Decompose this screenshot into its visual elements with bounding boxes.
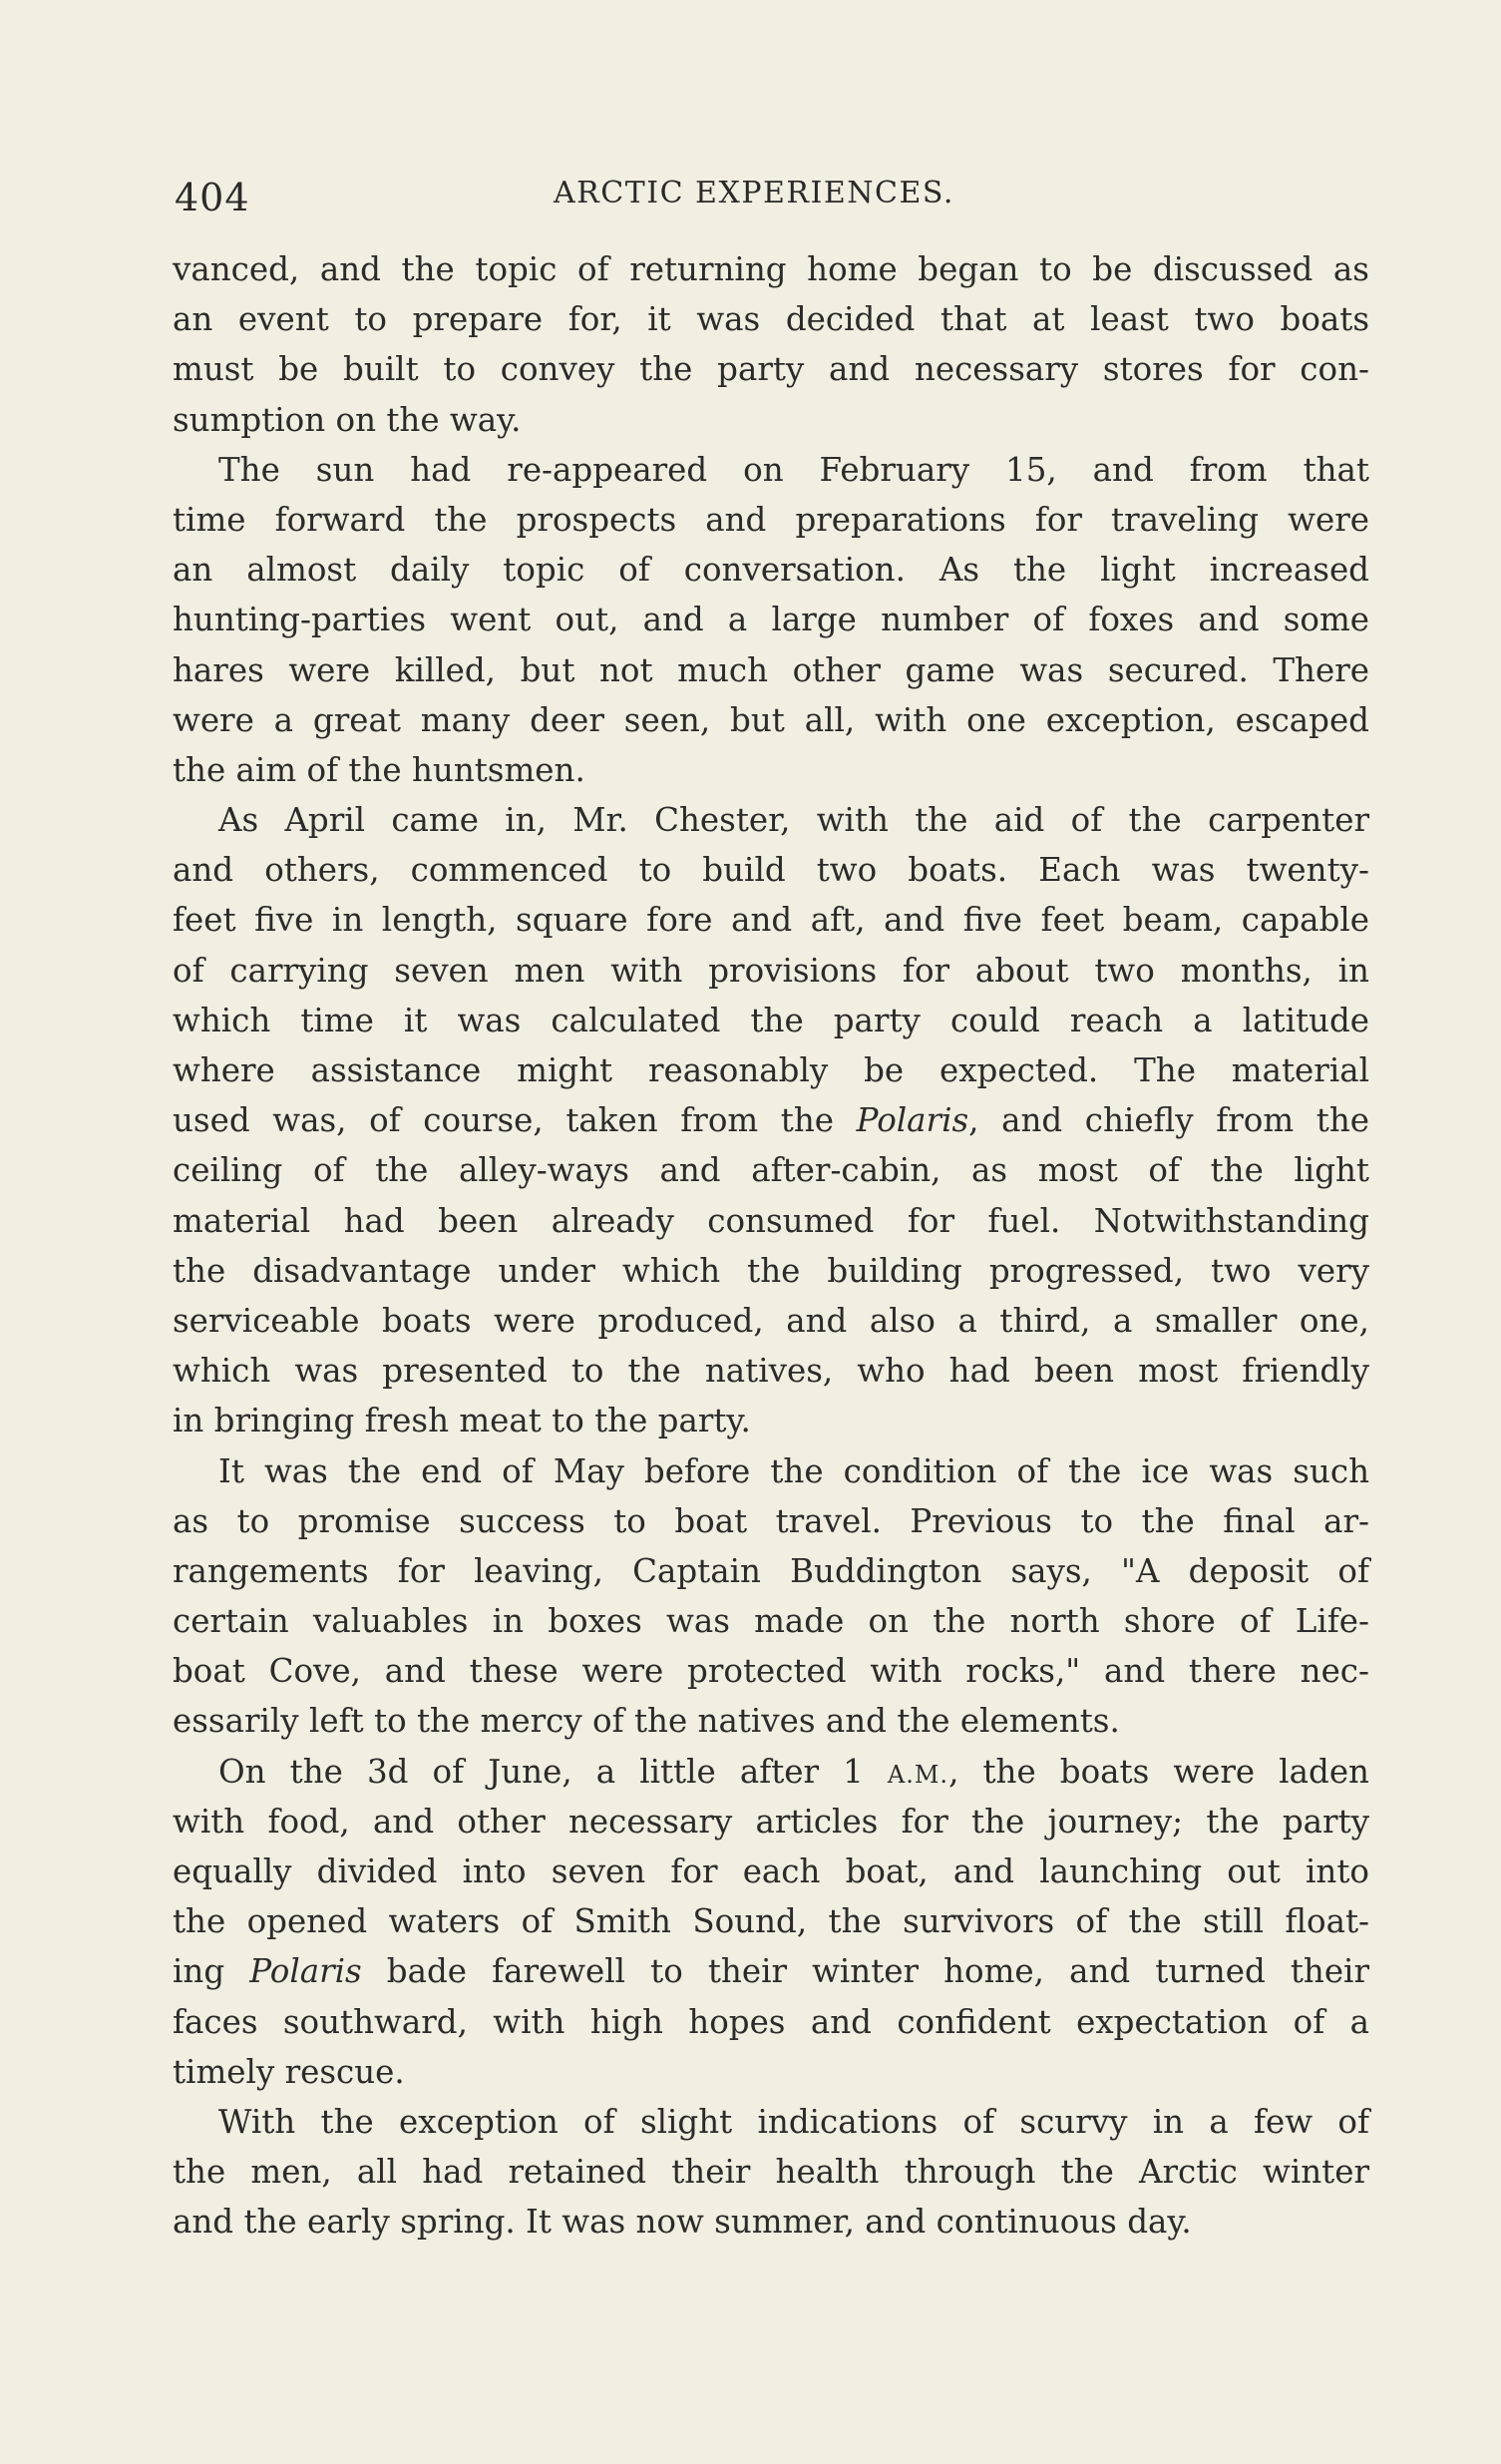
text-line: As April came in, Mr. Chester, with the aid of the carpenter: [218, 801, 1369, 840]
text-segment: bade farewell to their winter home, and turned their: [361, 1952, 1369, 1991]
text-line: with food, and other necessary articles for the journey; the party: [173, 1802, 1369, 1841]
text-line: serviceable boats were produced, and also a third, a smaller one,: [173, 1301, 1369, 1340]
text-line: as to promise success to boat travel. Previous to the final ar-: [173, 1501, 1369, 1540]
text-line: faces southward, with high hopes and confident expectation of a: [173, 2002, 1369, 2041]
running-head: ARCTIC EXPERIENCES.: [554, 176, 954, 210]
text-line: [173, 1747, 1369, 1797]
text-line: in bringing fresh meat to the party.: [173, 1402, 751, 1440]
text-line: material had been already consumed for fuel. Notwithstanding: [173, 1201, 1369, 1240]
page-header: [175, 168, 1361, 227]
body-text: [173, 244, 1369, 2248]
text-line: of carrying seven men with provisions for about two months, in: [173, 951, 1369, 990]
ship-name-italic: Polaris: [249, 1952, 362, 1991]
text-line: and the early spring. It was now summer, and continuous day.: [173, 2203, 1192, 2242]
text-line: the aim of the huntsmen.: [173, 750, 585, 789]
text-line: boat Cove, and these were protected with rocks," and there nec-: [173, 1652, 1369, 1691]
text-line: rangements for leaving, Captain Buddington says, "A deposit of: [173, 1551, 1369, 1590]
text-segment: , the boats were laden: [948, 1752, 1369, 1791]
text-segment: On the 3d of June, a little after 1: [218, 1752, 888, 1791]
text-line: and others, commenced to build two boats. Each was twenty-: [173, 851, 1369, 890]
text-line: an event to prepare for, it was decided that at least two boats: [173, 300, 1369, 339]
text-line: With the exception of slight indications of scurvy in a few of: [218, 2102, 1369, 2141]
text-line: equally divided into seven for each boat, and launching out into: [173, 1852, 1369, 1890]
text-segment: used was, of course, taken from the: [173, 1101, 857, 1140]
ship-name-italic: Polaris: [856, 1101, 969, 1140]
text-line: must be built to convey the party and necessary stores for con-: [173, 350, 1369, 389]
text-line: were a great many deer seen, but all, with one exception, escaped: [173, 700, 1369, 739]
text-line: the opened waters of Smith Sound, the survivors of the still float-: [173, 1902, 1369, 1941]
text-line: certain valuables in boxes was made on the north shore of Life-: [173, 1602, 1369, 1641]
text-line: timely rescue.: [173, 2052, 405, 2091]
text-line: the disadvantage under which the building progressed, two very: [173, 1251, 1369, 1290]
text-line: feet five in length, square fore and aft, and five feet beam, capable: [173, 901, 1369, 940]
text-line: ceiling of the alley-ways and after-cabin, as most of the light: [173, 1151, 1369, 1190]
small-caps-am: A.M.: [887, 1760, 949, 1789]
text-line: time forward the prospects and preparations for traveling were: [173, 500, 1369, 539]
text-line: essarily left to the mercy of the natives and the elements.: [173, 1702, 1120, 1741]
text-line: sumption on the way.: [173, 400, 522, 439]
text-line: an almost daily topic of conversation. As the light increased: [173, 551, 1369, 590]
page-number: 404: [175, 176, 250, 219]
text-line: [173, 1095, 1369, 1145]
text-line: which time it was calculated the party could reach a latitude: [173, 1001, 1369, 1039]
text-line: the men, all had retained their health through the Arctic winter: [173, 2153, 1369, 2192]
text-line: hunting-parties went out, and a large number of foxes and some: [173, 601, 1369, 639]
text-line: The sun had re-appeared on February 15, and from that: [218, 450, 1369, 489]
text-line: It was the end of May before the condition of the ice was such: [218, 1451, 1369, 1490]
text-segment: , and chiefly from the: [968, 1101, 1369, 1140]
text-line: hares were killed, but not much other game was secured. There: [173, 650, 1369, 689]
text-line: where assistance might reasonably be expected. The material: [173, 1051, 1369, 1089]
text-line: which was presented to the natives, who had been most friendly: [173, 1352, 1369, 1391]
text-segment: ing: [173, 1952, 250, 1991]
text-line: vanced, and the topic of returning home began to be discussed as: [173, 250, 1369, 288]
text-line: [173, 1946, 1369, 1996]
